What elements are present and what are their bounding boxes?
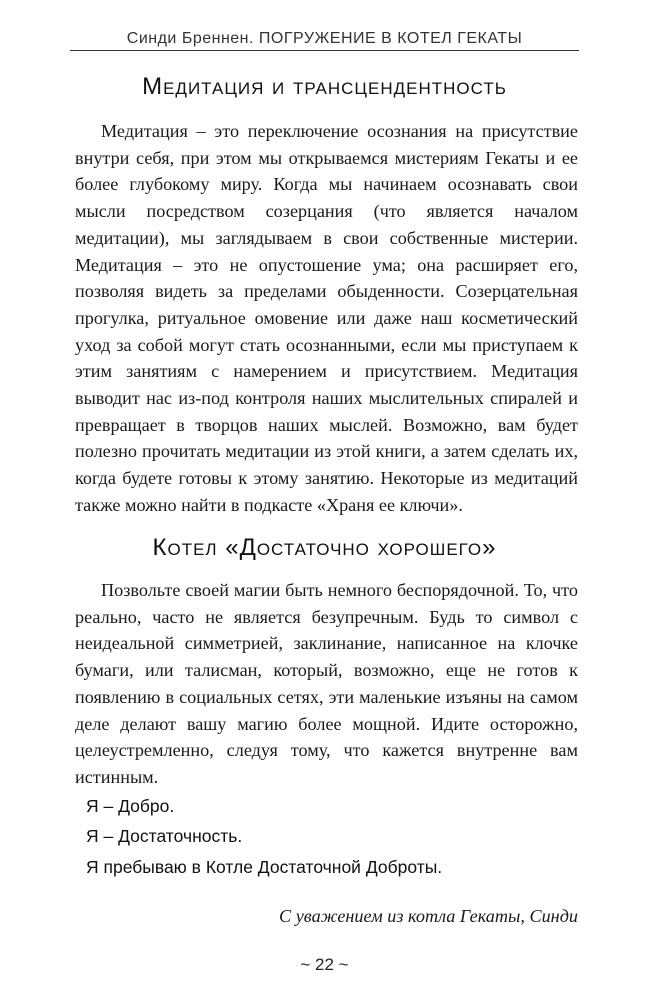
paragraph-cauldron: Позвольте своей магии быть немного беспорядочной. То, что реально, часто не является безупречным. Будь то символ с неидеальной симметрией, заклинание, написанное на клочке бумаги, или талисман, который, возможно, еще не готов к появлению в социальных сетях, эти маленькие изъяны на самом деле делают вашу магию более мощной. Идите осторожно, целеустремленно, следуя тому, что кажется внутренне вам истинным. (75, 580, 578, 787)
affirmation-line: Я – Добро. (86, 796, 175, 816)
affirmation-line: Я – Достаточность. (86, 826, 243, 846)
section-heading-cauldron: Котел «Достаточно хорошего» (152, 534, 497, 561)
header-rule (70, 50, 579, 51)
affirmation-line: Я пребываю в Котле Достаточной Доброты. (86, 857, 443, 877)
paragraph-meditation: Медитация – это переключение осознания на присутствие внутри себя, при этом мы открываемся мистериям Гекаты и ее более глубокому миру. Когда мы начинаем осознавать свои мысли посредством созерцания (что является началом медитации), мы заглядываем в свои собственные мистерии. Медитация – это не опустошение ума; она расширяет его, позволяя видеть за пределами обыденности. Созерцательная прогулка, ритуальное омовение или даже наш косметический уход за собой могут стать осознанными, если мы приступаем к этим занятиям с намерением и присутствием. Медитация выводит нас из-под контроля наших мыслительных спиралей и превращает в творцов наших мыслей. Возможно, вам будет полезно прочитать медитации из этой книги, а затем сделать их, когда будете готовы к этому занятию. Некоторые из медитаций также можно найти в подкасте «Храня ее ключи». (75, 121, 578, 515)
section-heading-meditation: Медитация и трансцендентность (142, 73, 507, 100)
running-head-text: Синди Бреннен. ПОГРУЖЕНИЕ В КОТЕЛ ГЕКАТЫ (126, 30, 523, 47)
running-head (0, 30, 649, 48)
signoff: С уважением из котла Гекаты, Синди (279, 906, 578, 926)
page-number: ~ 22 ~ (300, 955, 349, 974)
